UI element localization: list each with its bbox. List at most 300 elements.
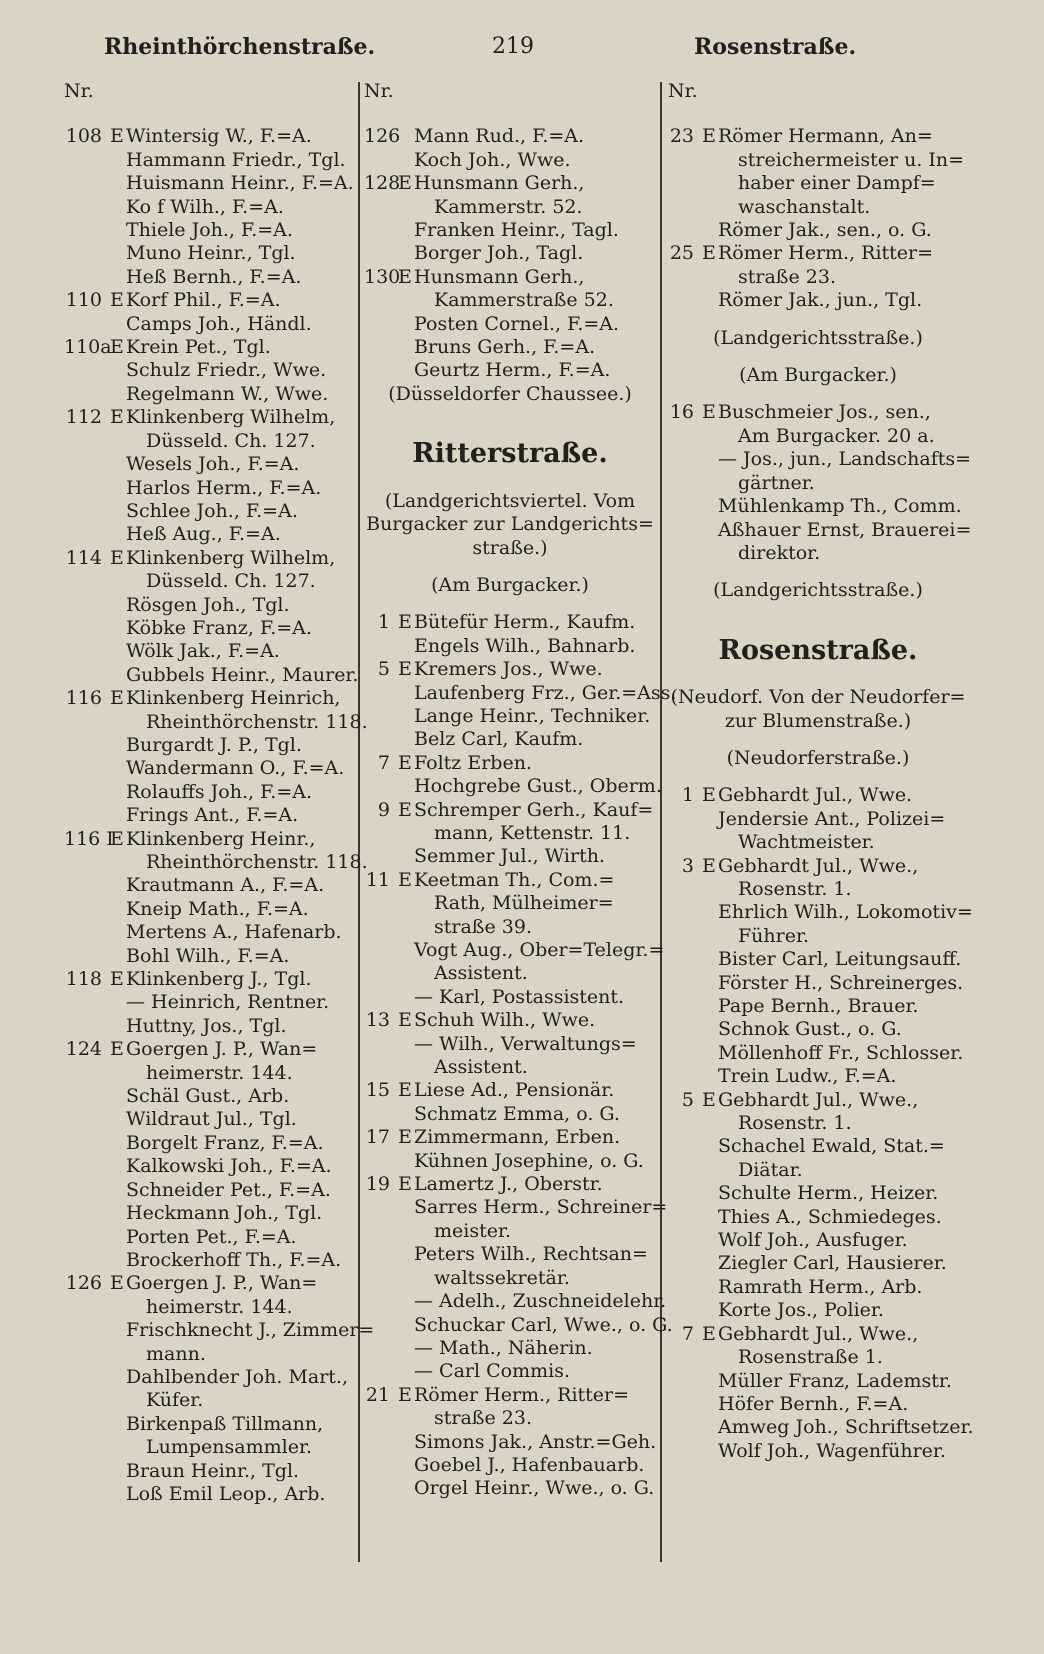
- house-number: 16: [669, 401, 694, 424]
- resident-name: Bruns Gerh., F.=A.: [414, 336, 596, 359]
- house-number: 126: [364, 125, 401, 148]
- header-left-street: Rheinthörchenstraße.: [104, 34, 376, 60]
- directory-entry: [364, 313, 656, 336]
- resident-name: Loß Emil Leop., Arb.: [126, 1482, 326, 1505]
- resident-name: Schuh Wilh., Wwe.: [414, 1009, 596, 1032]
- directory-entry: [668, 995, 968, 1018]
- directory-entry: [364, 705, 656, 728]
- directory-entry: [668, 808, 968, 831]
- nr-label: Nr.: [364, 80, 394, 102]
- directory-entry: [364, 125, 656, 148]
- house-number: 23: [669, 125, 694, 148]
- directory-entry: [668, 425, 968, 448]
- owner-marker: E: [702, 1088, 716, 1111]
- directory-entry: [668, 401, 968, 424]
- resident-name: Huismann Heinr., F.=A.: [126, 172, 354, 195]
- resident-name: Laufenberg Frz., Ger.=Ass.: [414, 681, 677, 704]
- resident-name: Harlos Herm., F.=A.: [126, 476, 322, 499]
- directory-entry: [364, 1079, 656, 1102]
- house-number: 21: [365, 1383, 390, 1406]
- resident-name: Schmatz Emma, o. G.: [414, 1102, 620, 1125]
- spacer: [668, 770, 968, 784]
- resident-name: Goergen J. P., Wan=: [126, 1038, 318, 1061]
- directory-entry: [64, 1108, 354, 1131]
- directory-entry: [64, 359, 354, 382]
- owner-marker: E: [398, 265, 412, 288]
- entry-continuation: Kammerstraße 52.: [434, 289, 614, 312]
- entry-continuation: waltssekretär.: [434, 1266, 570, 1289]
- directory-entry: [668, 472, 968, 495]
- nr-label: Nr.: [668, 80, 698, 102]
- directory-entry: [364, 266, 656, 289]
- directory-entry: [64, 1436, 354, 1459]
- directory-entry: [364, 986, 656, 1009]
- directory-entry: [668, 855, 968, 878]
- resident-name: — Heinrich, Rentner.: [126, 991, 330, 1014]
- directory-entry: [64, 1343, 354, 1366]
- resident-name: Muno Heinr., Tgl.: [126, 242, 296, 265]
- resident-name: Heß Aug., F.=A.: [126, 523, 281, 546]
- directory-entry: [364, 1196, 668, 1219]
- resident-name: Schulte Herm., Heizer.: [718, 1182, 939, 1205]
- resident-name: Franken Heinr., Tagl.: [414, 219, 619, 242]
- directory-entry: [64, 196, 354, 219]
- directory-entry: [64, 1226, 354, 1249]
- directory-entry: [364, 822, 656, 845]
- directory-entry: [64, 804, 354, 827]
- house-number: 1: [681, 784, 694, 807]
- section-note: Burgacker zur Landgerichts=: [366, 513, 654, 536]
- resident-name: Regelmann W., Wwe.: [126, 382, 329, 405]
- owner-marker: E: [398, 1126, 412, 1149]
- section-note: (Am Burgacker.): [739, 364, 897, 387]
- directory-entry: [364, 1056, 656, 1079]
- entry-continuation: Diätar.: [738, 1158, 803, 1181]
- resident-name: Wildraut Jul., Tgl.: [126, 1108, 297, 1131]
- directory-entry: [64, 1155, 354, 1178]
- resident-name: Gebhardt Jul., Wwe.,: [718, 854, 919, 877]
- directory-entry: [364, 635, 656, 658]
- directory-entry: [668, 1229, 968, 1252]
- directory-entry: [364, 336, 656, 359]
- entry-continuation: Rheinthörchenstr. 118.: [146, 851, 368, 873]
- directory-entry: [668, 196, 968, 219]
- directory-entry: [64, 523, 354, 546]
- owner-marker: E: [110, 546, 124, 569]
- directory-entry: [364, 658, 656, 681]
- directory-entry: [364, 1477, 656, 1500]
- resident-name: Braun Heinr., Tgl.: [126, 1459, 300, 1482]
- directory-entry: [364, 196, 656, 219]
- directory-entry: [668, 1206, 968, 1229]
- entry-continuation: straße 23.: [738, 265, 836, 288]
- resident-name: Thiele Joh., F.=A.: [126, 219, 293, 242]
- resident-name: Camps Joh., Händl.: [126, 312, 312, 335]
- resident-name: Heß Bernh., F.=A.: [126, 265, 302, 288]
- directory-entry: [64, 500, 354, 523]
- section-note: (Landgerichtsstraße.): [713, 579, 923, 602]
- directory-entry: [364, 892, 656, 915]
- spacer: [668, 313, 968, 327]
- directory-entry: [64, 663, 359, 687]
- owner-marker: E: [110, 1272, 124, 1295]
- resident-name: Kneip Math., F.=A.: [126, 897, 309, 920]
- directory-entry: [64, 1062, 354, 1085]
- directory-entry: [64, 1202, 354, 1225]
- resident-name: Wolf Joh., Ausfuger.: [718, 1229, 908, 1252]
- resident-name: Ziegler Carl, Hausierer.: [718, 1252, 947, 1275]
- resident-name: Ko f Wilh., F.=A.: [126, 195, 284, 218]
- column-middle: [364, 80, 677, 1501]
- resident-name: Römer Herm., Ritter=: [718, 242, 934, 265]
- resident-name: Pape Bernh., Brauer.: [718, 995, 919, 1017]
- house-number: 118: [65, 968, 102, 991]
- entry-continuation: mann, Kettenstr. 11.: [434, 821, 631, 844]
- directory-entry: [668, 1135, 968, 1158]
- owner-marker: E: [110, 1038, 124, 1061]
- directory-entry: [364, 1290, 667, 1313]
- entry-continuation: heimerstr. 144.: [146, 1061, 293, 1084]
- entry-continuation: streichermeister u. In=: [738, 148, 965, 171]
- spacer: [364, 597, 656, 611]
- directory-entry: [364, 752, 656, 775]
- owner-marker: E: [702, 401, 716, 424]
- owner-marker: E: [398, 751, 412, 774]
- house-number: 114: [65, 546, 102, 569]
- directory-entry: [64, 687, 354, 710]
- directory-entry: [64, 1085, 354, 1108]
- house-number: 5: [681, 1088, 694, 1111]
- street-heading: Ritterstraße.: [412, 438, 608, 470]
- resident-name: Römer Hermann, An=: [718, 125, 933, 148]
- resident-name: Ehrlich Wilh., Lokomotiv=: [718, 901, 973, 924]
- directory-entry: [364, 728, 656, 751]
- directory-entry: [64, 1366, 354, 1389]
- resident-name: — Adelh., Zuschneidelehr.: [414, 1290, 667, 1313]
- directory-entry: [64, 336, 354, 359]
- owner-marker: E: [398, 868, 412, 891]
- section-note: (Am Burgacker.): [431, 573, 589, 596]
- street-heading: Rosenstraße.: [718, 634, 918, 666]
- resident-name: Wintersig W., F.=A.: [126, 125, 312, 148]
- directory-entry: [668, 518, 972, 542]
- directory-entry: [364, 1431, 656, 1454]
- resident-name: Höfer Bernh., F.=A.: [718, 1392, 909, 1415]
- column-right: [668, 80, 974, 1463]
- directory-entry: [668, 172, 968, 195]
- entry-continuation: Führer.: [738, 924, 810, 947]
- resident-name: Rolauffs Joh., F.=A.: [126, 780, 313, 803]
- entry-continuation: Rosenstraße 1.: [738, 1346, 883, 1369]
- directory-entry: [668, 1370, 968, 1393]
- directory-entry: [364, 1009, 656, 1032]
- directory-entry: [364, 1267, 656, 1290]
- resident-name: Geurtz Herm., F.=A.: [414, 359, 611, 382]
- resident-name: Hochgrebe Gust., Oberm.: [414, 775, 662, 798]
- directory-entry: [64, 289, 354, 312]
- house-number: 3: [681, 854, 694, 877]
- resident-name: Krautmann A., F.=A.: [126, 874, 325, 897]
- entry-continuation: Wachtmeister.: [738, 831, 875, 854]
- section-note: zur Blumenstraße.): [724, 709, 912, 732]
- house-number: 9: [377, 798, 390, 821]
- resident-name: Porten Pet., F.=A.: [126, 1225, 297, 1248]
- directory-entry: [64, 1132, 354, 1155]
- resident-name: Klinkenberg Wilhelm,: [126, 406, 336, 429]
- resident-name: Heckmann Joh., Tgl.: [126, 1202, 323, 1225]
- header-right-street: Rosenstraße.: [694, 34, 857, 60]
- entry-continuation: Rosenstr. 1.: [738, 877, 852, 900]
- directory-entry: [364, 1384, 656, 1407]
- directory-entry: [64, 710, 368, 734]
- entry-continuation: haber einer Dampf=: [738, 172, 936, 195]
- owner-marker: E: [398, 611, 412, 634]
- resident-name: Borgelt Franz, F.=A.: [126, 1131, 324, 1154]
- resident-name: Müller Franz, Lademstr.: [718, 1369, 952, 1392]
- house-number: 108: [65, 125, 102, 148]
- owner-marker: E: [398, 798, 412, 821]
- directory-entry: [364, 1220, 656, 1243]
- resident-name: Gebhardt Jul., Wwe.,: [718, 1322, 919, 1345]
- column-divider: [660, 82, 662, 1562]
- owner-marker: E: [702, 784, 716, 807]
- owner-marker: E: [398, 1079, 412, 1102]
- directory-entry: [668, 878, 968, 901]
- directory-entry: [64, 734, 354, 757]
- directory-entry: [64, 1272, 354, 1295]
- column-left: [64, 80, 375, 1506]
- spacer: [668, 733, 968, 747]
- resident-name: Ramrath Herm., Arb.: [718, 1275, 923, 1298]
- owner-marker: E: [110, 968, 124, 991]
- directory-entry: [64, 406, 354, 429]
- directory-entry: [364, 845, 656, 868]
- spacer: [364, 560, 656, 574]
- directory-entry: [64, 1389, 354, 1412]
- house-number: 124: [65, 1038, 102, 1061]
- directory-entry: [364, 1243, 656, 1266]
- resident-name: Birkenpaß Tillmann,: [126, 1412, 324, 1435]
- directory-entry: [364, 1313, 673, 1337]
- directory-entry: [64, 430, 354, 453]
- directory-entry: [364, 1360, 656, 1383]
- entry-continuation: gärtner.: [738, 471, 815, 494]
- directory-entry: [64, 266, 354, 289]
- resident-name: Schremper Gerh., Kauf=: [414, 798, 654, 821]
- directory-entry: [64, 242, 354, 265]
- resident-name: Peters Wilh., Rechtsan=: [414, 1243, 648, 1266]
- directory-entry: [668, 542, 968, 565]
- directory-entry: [364, 1103, 656, 1126]
- directory-entry: [64, 594, 354, 617]
- directory-entry: [64, 617, 354, 640]
- resident-name: Rösgen Joh., Tgl.: [126, 593, 290, 616]
- directory-entry: [364, 916, 656, 939]
- directory-entry: [64, 1319, 375, 1342]
- owner-marker: E: [398, 658, 412, 681]
- owner-marker: E: [702, 854, 716, 877]
- entry-continuation: Lumpensammler.: [146, 1436, 312, 1459]
- directory-entry: [64, 219, 354, 242]
- directory-entry: [64, 828, 354, 851]
- entry-continuation: straße 23.: [434, 1407, 532, 1430]
- directory-entry: [364, 1454, 656, 1477]
- directory-entry: [668, 289, 968, 312]
- entry-continuation: direktor.: [738, 541, 821, 564]
- directory-entry: [64, 1460, 354, 1483]
- directory-entry: [668, 1112, 968, 1135]
- resident-name: Gubbels Heinr., Maurer.: [126, 663, 359, 686]
- house-number: 11: [365, 868, 390, 891]
- resident-name: Schachel Ewald, Stat.=: [718, 1135, 945, 1158]
- resident-name: Vogt Aug., Ober=Telegr.=: [414, 939, 665, 961]
- resident-name: Huttny, Jos., Tgl.: [126, 1014, 287, 1037]
- resident-name: Gebhardt Jul., Wwe.: [718, 784, 913, 807]
- directory-entry: [64, 874, 354, 897]
- resident-name: Schulz Friedr., Wwe.: [126, 359, 327, 382]
- directory-entry: [64, 453, 354, 476]
- directory-entry: [668, 495, 968, 518]
- house-number: 13: [365, 1009, 390, 1032]
- resident-name: Buschmeier Jos., sen.,: [718, 401, 931, 424]
- directory-entry: [364, 611, 656, 634]
- resident-name: Mann Rud., F.=A.: [414, 125, 585, 148]
- directory-entry: [364, 172, 656, 195]
- spacer: [668, 565, 968, 579]
- resident-name: Simons Jak., Anstr.=Geh.: [414, 1430, 657, 1453]
- entry-continuation: Am Burgacker. 20 a.: [738, 424, 935, 447]
- entry-continuation: Rosenstr. 1.: [738, 1112, 852, 1135]
- owner-marker: E: [398, 1173, 412, 1196]
- house-number: 15: [365, 1079, 390, 1102]
- entry-continuation: Rath, Mülheimer=: [434, 892, 614, 915]
- directory-entry: [64, 640, 354, 663]
- resident-name: Förster H., Schreinerges.: [718, 971, 964, 994]
- resident-name: Liese Ad., Pensionär.: [414, 1079, 615, 1102]
- directory-entry: [668, 266, 968, 289]
- house-number: 5: [377, 658, 390, 681]
- house-number: 128: [364, 172, 401, 195]
- house-number: 1: [377, 611, 390, 634]
- resident-name: — Wilh., Verwaltungs=: [414, 1032, 637, 1055]
- owner-marker: E: [398, 1383, 412, 1406]
- directory-entry: [668, 1346, 968, 1369]
- resident-name: Engels Wilh., Bahnarb.: [414, 634, 636, 657]
- resident-name: Goebel J., Hafenbauarb.: [414, 1453, 645, 1476]
- resident-name: Foltz Erben.: [414, 751, 532, 774]
- directory-entry: [364, 1126, 656, 1149]
- owner-marker: E: [702, 1322, 716, 1345]
- resident-name: Krein Pet., Tgl.: [126, 336, 271, 359]
- entry-continuation: Düsseld. Ch. 127.: [146, 570, 316, 593]
- directory-entry: [64, 1249, 354, 1272]
- directory-entry: [364, 219, 656, 242]
- resident-name: Kremers Jos., Wwe.: [414, 658, 603, 681]
- entry-continuation: meister.: [434, 1219, 512, 1242]
- entry-continuation: Assistent.: [434, 1056, 528, 1079]
- directory-entry: [364, 869, 656, 892]
- entry-continuation: heimerstr. 144.: [146, 1295, 293, 1318]
- resident-name: — Carl Commis.: [414, 1360, 570, 1383]
- resident-name: Klinkenberg J., Tgl.: [126, 968, 312, 991]
- resident-name: Keetman Th., Com.=: [414, 868, 615, 891]
- owner-marker: E: [110, 406, 124, 429]
- resident-name: Hunsmann Gerh.,: [414, 172, 585, 195]
- directory-entry: [64, 1296, 354, 1319]
- directory-entry: [668, 1299, 968, 1322]
- section-note: (Düsseldorfer Chaussee.): [388, 382, 632, 405]
- entry-continuation: Rheinthörchenstr. 118.: [146, 710, 368, 733]
- resident-name: Dahlbender Joh. Mart.,: [126, 1365, 348, 1388]
- directory-entry: [364, 962, 656, 985]
- directory-entry: [668, 1089, 968, 1112]
- directory-entry: [64, 547, 354, 570]
- directory-entry: [364, 1033, 656, 1056]
- directory-entry: [64, 313, 354, 336]
- house-number: 7: [377, 751, 390, 774]
- resident-name: Bohl Wilh., F.=A.: [126, 944, 290, 967]
- resident-name: Bister Carl, Leitungsauff.: [718, 948, 962, 971]
- resident-name: Wandermann O., F.=A.: [126, 757, 345, 780]
- resident-name: Trein Ludw., F.=A.: [718, 1065, 897, 1088]
- owner-marker: E: [110, 289, 124, 312]
- resident-name: Mertens A., Hafenarb.: [126, 921, 342, 944]
- house-number: 17: [365, 1126, 390, 1149]
- directory-entry: [64, 477, 354, 500]
- directory-entry: [364, 939, 665, 962]
- resident-name: Schäl Gust., Arb.: [126, 1085, 290, 1108]
- resident-name: Thies A., Schmiedeges.: [718, 1205, 942, 1228]
- resident-name: Sarres Herm., Schreiner=: [414, 1196, 668, 1219]
- owner-marker: E: [110, 827, 124, 850]
- resident-name: Wesels Joh., F.=A.: [126, 453, 300, 476]
- directory-entry: [364, 359, 656, 382]
- directory-entry: [64, 991, 354, 1014]
- resident-name: Klinkenberg Wilhelm,: [126, 546, 336, 569]
- directory-entry: [668, 925, 968, 948]
- entry-continuation: straße 39.: [434, 915, 532, 938]
- resident-name: Wölk Jak., F.=A.: [126, 640, 280, 663]
- entry-continuation: mann.: [146, 1342, 206, 1365]
- directory-entry: [668, 1018, 968, 1041]
- directory-entry: [364, 681, 677, 705]
- directory-entry: [668, 1252, 968, 1275]
- house-number: 126: [65, 1272, 102, 1295]
- directory-entry: [64, 570, 354, 593]
- resident-name: Posten Cornel., F.=A.: [414, 312, 620, 335]
- directory-entry: [668, 1182, 968, 1205]
- directory-entry: [668, 1276, 968, 1299]
- directory-entry: [364, 289, 656, 312]
- resident-name: Burgardt J. P., Tgl.: [126, 733, 302, 756]
- directory-entry: [668, 219, 968, 242]
- directory-entry: [64, 945, 354, 968]
- directory-entry: [364, 1173, 656, 1196]
- directory-entry: [64, 781, 354, 804]
- directory-entry: [364, 1150, 656, 1173]
- resident-name: Köbke Franz, F.=A.: [126, 616, 312, 639]
- resident-name: Schlee Joh., F.=A.: [126, 499, 298, 522]
- directory-entry: [64, 851, 368, 874]
- directory-entry: [64, 1179, 354, 1202]
- resident-name: — Jos., jun., Landschafts=: [718, 448, 972, 471]
- resident-name: Aßhauer Ernst, Brauerei=: [718, 518, 972, 541]
- directory-entry: [64, 1038, 354, 1061]
- resident-name: Amweg Joh., Schriftsetzer.: [718, 1416, 974, 1439]
- resident-name: Lange Heinr., Techniker.: [414, 704, 651, 727]
- resident-name: Goergen J. P., Wan=: [126, 1272, 318, 1295]
- directory-entry: [364, 149, 656, 172]
